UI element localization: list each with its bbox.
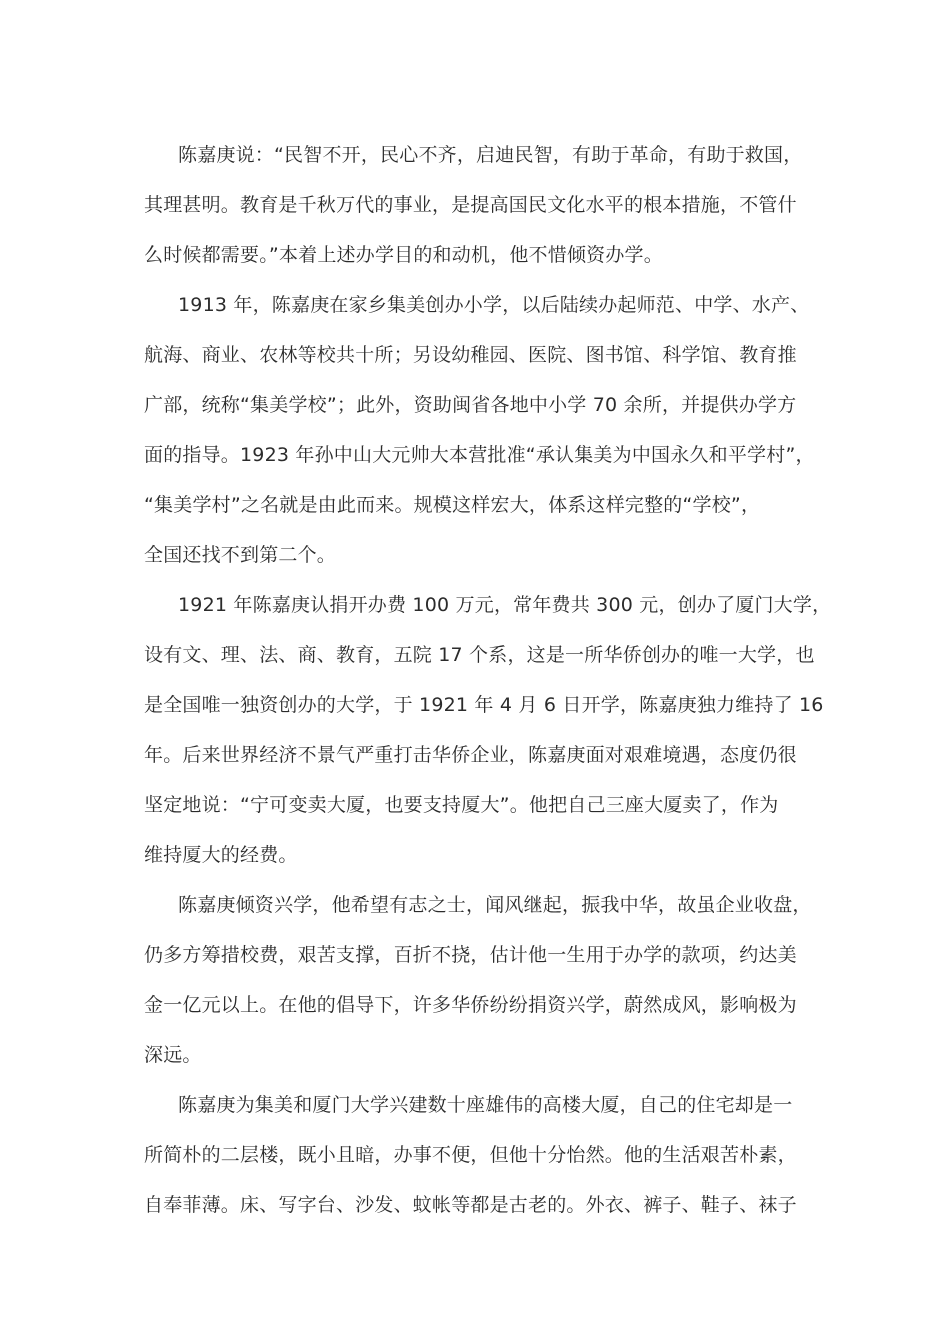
text-line: 面的指导。1923 年孙中山大元帅大本营批准“承认集美为中国永久和平学村”， (144, 444, 815, 466)
text-line: 金一亿元以上。在他的倡导下，许多华侨纷纷捐资兴学，蔚然成风，影响极为 (144, 994, 797, 1016)
text-line: 所简朴的二层楼，既小且暗，办事不便，但他十分怡然。他的生活艰苦朴素， (144, 1144, 797, 1166)
text-line: 仍多方筹措校费，艰苦支撑，百折不挠，估计他一生用于办学的款项，约达美 (144, 944, 797, 966)
text-line: 是全国唯一独资创办的大学，于 1921 年 4 月 6 日开学，陈嘉庚独力维持了 16 (144, 694, 824, 716)
text-line: 广部，统称“集美学校”；此外，资助闽省各地中小学 70 余所，并提供办学方 (144, 394, 797, 416)
text-line: 其理甚明。教育是千秋万代的事业，是提高国民文化水平的根本措施，不管什 (144, 194, 797, 216)
text-line: 陈嘉庚说：“民智不开，民心不齐，启迪民智，有助于革命，有助于救国， (178, 144, 803, 166)
text-line: 么时候都需要。”本着上述办学目的和动机，他不惜倾资办学。 (144, 244, 663, 266)
text-line: 坚定地说：“宁可变卖大厦，也要支持厦大”。他把自己三座大厦卖了，作为 (144, 794, 779, 816)
text-line: 陈嘉庚倾资兴学，他希望有志之士，闻风继起，振我中华，故虽企业收盘， (178, 894, 812, 916)
document-body (144, 130, 832, 1230)
text-line: 全国还找不到第二个。 (144, 544, 337, 566)
text-line: 1913 年，陈嘉庚在家乡集美创办小学，以后陆续办起师范、中学、水产、 (178, 294, 810, 316)
text-line: 设有文、理、法、商、教育，五院 17 个系，这是一所华侨创办的唯一大学，也 (144, 644, 815, 666)
text-line: 自奉菲薄。床、写字台、沙发、蚊帐等都是古老的。外衣、裤子、鞋子、袜子 (144, 1194, 797, 1216)
text-line: 陈嘉庚为集美和厦门大学兴建数十座雄伟的高楼大厦，自己的住宅却是一 (178, 1094, 793, 1116)
text-line: 深远。 (144, 1044, 202, 1066)
text-line: 1921 年陈嘉庚认捐开办费 100 万元，常年费共 300 元，创办了厦门大学， (178, 594, 832, 616)
text-line: 维持厦大的经费。 (144, 844, 298, 866)
text-line: 年。后来世界经济不景气严重打击华侨企业，陈嘉庚面对艰难境遇，态度仍很 (144, 744, 797, 766)
text-line: 航海、商业、农林等校共十所；另设幼稚园、医院、图书馆、科学馆、教育推 (144, 344, 797, 366)
text-line: “集美学村”之名就是由此而来。规模这样宏大，体系这样完整的“学校”， (144, 494, 761, 516)
